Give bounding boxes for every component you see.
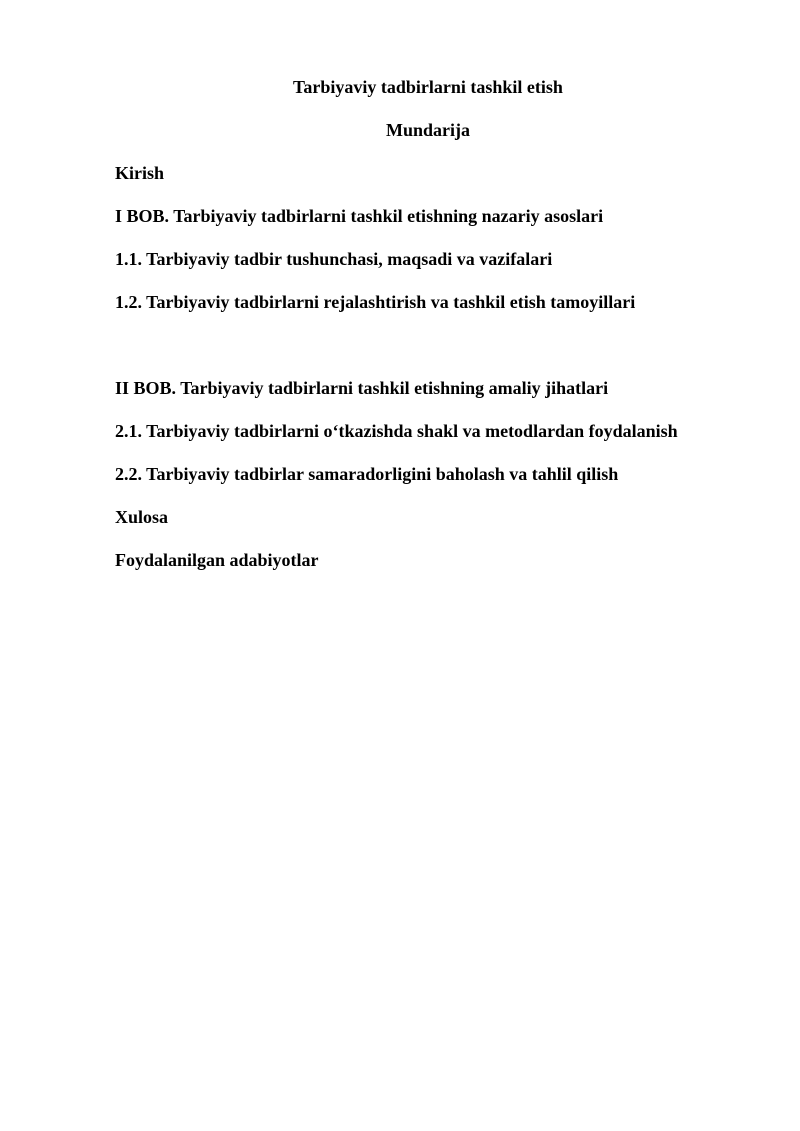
toc-item-section-2-1: 2.1. Tarbiyaviy tadbirlarni o‘tkazishda shakl va metodlardan foydalanish — [115, 421, 678, 441]
toc-item-intro: Kirish — [115, 163, 165, 183]
toc-spacer — [115, 334, 755, 356]
toc-item-references: Foydalanilgan adabiyotlar — [115, 550, 319, 570]
toc-item-chapter-2: II BOB. Tarbiyaviy tadbirlarni tashkil etishning amaliy jihatlari — [115, 378, 609, 398]
toc-heading: Mundarija — [385, 120, 470, 140]
toc-item-section-1-1: 1.1. Tarbiyaviy tadbir tushunchasi, maqsadi va vazifalari — [115, 249, 553, 269]
toc-item-section-2-2: 2.2. Tarbiyaviy tadbirlar samaradorligini baholash va tahlil qilish — [115, 464, 619, 484]
toc-item-section-1-2: 1.2. Tarbiyaviy tadbirlarni rejalashtirish va tashkil etish tamoyillari — [115, 292, 636, 312]
table-of-contents — [115, 162, 755, 592]
toc-item-conclusion: Xulosa — [115, 507, 169, 527]
toc-item-chapter-1: I BOB. Tarbiyaviy tadbirlarni tashkil etishning nazariy asoslari — [115, 206, 604, 226]
document-title: Tarbiyaviy tadbirlarni tashkil etish — [293, 77, 563, 97]
